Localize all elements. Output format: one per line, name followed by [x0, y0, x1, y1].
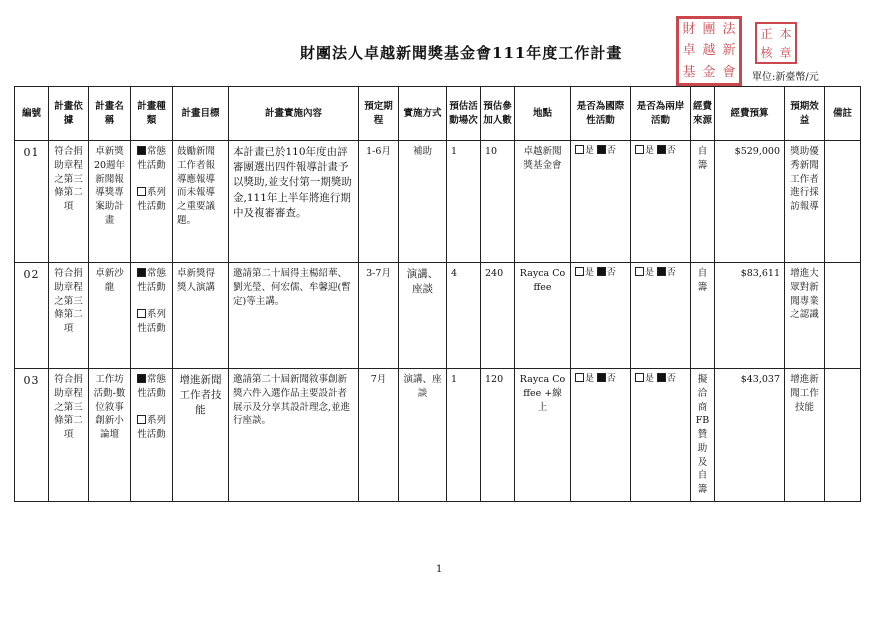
row-participants: 10: [481, 141, 515, 263]
checkbox-checked: [597, 373, 606, 382]
row-cross: [631, 141, 691, 263]
row-basis: 符合捐助章程之第三條第二項: [49, 369, 89, 502]
row-content: 本計畫已於110年度由評審團選出四件報導計畫予以獎助,並支付第一期獎助金,111年上半年將進行期中及複審審查。: [229, 141, 359, 263]
checkbox-unchecked: [635, 267, 644, 276]
yes-label: 是: [645, 268, 655, 278]
work-plan-table: [14, 86, 861, 502]
row-participants: 240: [481, 263, 515, 369]
row-participants: 120: [481, 369, 515, 502]
yes-label: 是: [585, 146, 595, 156]
row-place: Rayca Coffee +線上: [515, 369, 571, 502]
checkbox-checked: [657, 373, 666, 382]
header-sessions: 預估活動場次: [447, 87, 481, 141]
page-title: 財團法人卓越新聞獎基金會111年度工作計畫: [300, 44, 623, 62]
header-type: 計畫種類: [131, 87, 173, 141]
row-goal: 卓新獎得獎人演講: [173, 263, 229, 369]
row-note: [825, 369, 861, 502]
type-regular-label: 常態性活動: [137, 268, 166, 293]
table-row: [15, 141, 861, 263]
checkbox-unchecked: [575, 145, 584, 154]
row-period: 7月: [359, 369, 399, 502]
checkbox-unchecked: [137, 187, 146, 196]
row-source: 自籌: [691, 263, 715, 369]
row-benefit: 獎助優秀新聞工作者進行採訪報導: [785, 141, 825, 263]
row-basis: 符合捐助章程之第三條第二項: [49, 263, 89, 369]
row-method: 演講、座談: [399, 263, 447, 369]
header-period: 預定期程: [359, 87, 399, 141]
checkbox-checked: [657, 267, 666, 276]
header-content: 計畫實施內容: [229, 87, 359, 141]
row-intl: [571, 263, 631, 369]
row-period: 3-7月: [359, 263, 399, 369]
checkbox-unchecked: [137, 309, 146, 318]
row-place: 卓越新聞獎基金會: [515, 141, 571, 263]
row-note: [825, 141, 861, 263]
header-benefit: 預期效益: [785, 87, 825, 141]
header-name: 計畫名稱: [89, 87, 131, 141]
currency-unit-label: 單位:新臺幣/元: [752, 72, 819, 83]
row-name: 卓新沙龍: [89, 263, 131, 369]
checkbox-unchecked: [635, 145, 644, 154]
header-note: 備註: [825, 87, 861, 141]
checkbox-unchecked: [575, 373, 584, 382]
yes-label: 是: [645, 374, 655, 384]
no-label: 否: [606, 268, 616, 278]
row-intl: [571, 141, 631, 263]
row-no: 03: [15, 369, 49, 502]
no-label: 否: [666, 374, 676, 384]
no-label: 否: [606, 146, 616, 156]
row-budget: $529,000: [715, 141, 785, 263]
page-number: 1: [436, 564, 443, 575]
type-series-label: 系列性活動: [137, 415, 166, 441]
checkbox-checked: [137, 268, 146, 277]
row-no: 01: [15, 141, 49, 263]
checkbox-checked: [597, 267, 606, 276]
table-row: [15, 263, 861, 369]
checkbox-checked: [137, 146, 146, 155]
type-series-label: 系列性活動: [137, 187, 166, 213]
row-place: Rayca Coffee: [515, 263, 571, 369]
yes-label: 是: [645, 146, 655, 156]
checkbox-unchecked: [635, 373, 644, 382]
row-content: 邀請第二十屆新聞敘事創新獎六件入選作品主要設計者展示及分享其設計理念,並進行座談。: [229, 369, 359, 502]
no-label: 否: [666, 268, 676, 278]
yes-label: 是: [585, 374, 595, 384]
foundation-seal-stamp: 財 團 法 卓 越 新 基 金 會: [676, 16, 742, 86]
row-name: 卓新獎20週年新聞報導獎專案助計畫: [89, 141, 131, 263]
checkbox-unchecked: [575, 267, 584, 276]
row-sessions: 1: [447, 141, 481, 263]
header-basis: 計畫依據: [49, 87, 89, 141]
row-goal: 鼓勵新聞工作者報導應報導而未報導之重要議題。: [173, 141, 229, 263]
row-basis: 符合捐助章程之第三條第二項: [49, 141, 89, 263]
header-no: 編號: [15, 87, 49, 141]
checkbox-checked: [657, 145, 666, 154]
header-goal: 計畫目標: [173, 87, 229, 141]
row-type: [131, 369, 173, 502]
row-sessions: 4: [447, 263, 481, 369]
checkbox-checked: [137, 374, 146, 383]
header-cross: 是否為兩岸活動: [631, 87, 691, 141]
row-cross: [631, 263, 691, 369]
type-series-label: 系列性活動: [137, 309, 166, 335]
row-name: 工作坊活動-數位敘事創新小論壇: [89, 369, 131, 502]
header-method: 實施方式: [399, 87, 447, 141]
header-place: 地點: [515, 87, 571, 141]
row-period: 1-6月: [359, 141, 399, 263]
row-cross: [631, 369, 691, 502]
row-budget: $43,037: [715, 369, 785, 502]
header-participants: 預估參加人數: [481, 87, 515, 141]
row-benefit: 增進大眾對新聞專業之認識: [785, 263, 825, 369]
row-content: 邀請第二十屆得主楊紹華、劉光瑩、何宏儒、牟馨迎(暫定)等主講。: [229, 263, 359, 369]
header-intl: 是否為國際性活動: [571, 87, 631, 141]
row-intl: [571, 369, 631, 502]
row-sessions: 1: [447, 369, 481, 502]
row-type: [131, 263, 173, 369]
row-source: 自籌: [691, 141, 715, 263]
row-benefit: 增進新聞工作技能: [785, 369, 825, 502]
header-budget: 經費預算: [715, 87, 785, 141]
table-header-row: [15, 87, 861, 141]
row-no: 02: [15, 263, 49, 369]
row-type: [131, 141, 173, 263]
yes-label: 是: [585, 268, 595, 278]
row-source: 擬洽商FB贊助及自籌: [691, 369, 715, 502]
row-method: 演講、座談: [399, 369, 447, 502]
header-source: 經費來源: [691, 87, 715, 141]
no-label: 否: [606, 374, 616, 384]
no-label: 否: [666, 146, 676, 156]
table-row: [15, 369, 861, 502]
row-goal: 增進新聞工作者技能: [173, 369, 229, 502]
row-budget: $83,611: [715, 263, 785, 369]
type-regular-label: 常態性活動: [137, 374, 166, 399]
row-note: [825, 263, 861, 369]
official-seal-stamp: 正 本 核 章: [755, 22, 797, 64]
row-method: 補助: [399, 141, 447, 263]
type-regular-label: 常態性活動: [137, 146, 166, 171]
checkbox-checked: [597, 145, 606, 154]
checkbox-unchecked: [137, 415, 146, 424]
